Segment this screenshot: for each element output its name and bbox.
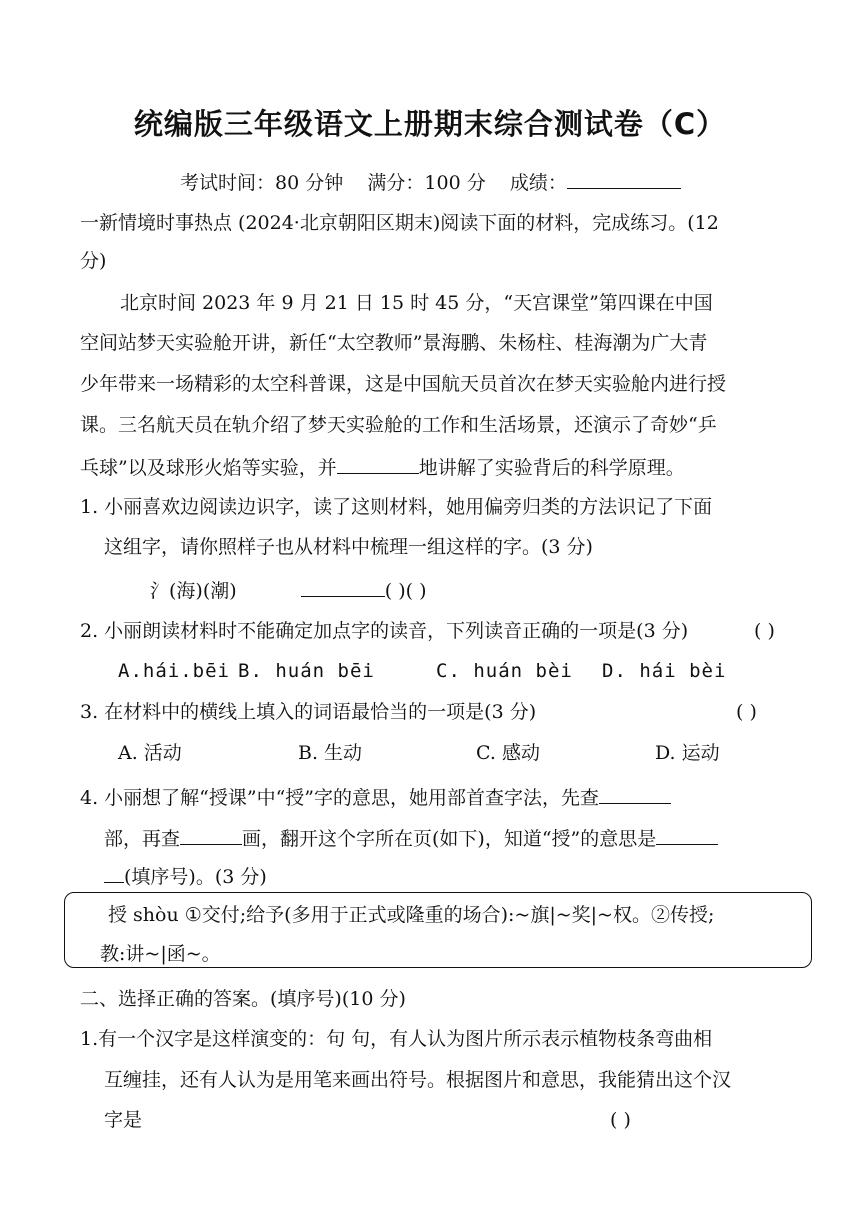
section2-q1-prompt-cont: 互缠挂，还有人认为是用笔来画出符号。根据图片和意思，我能猜出这个汉 (104, 1069, 732, 1091)
q4-meaning-blank-cont[interactable] (104, 862, 124, 883)
q4-prompt (80, 783, 671, 811)
exam-info (180, 168, 681, 196)
score-blank[interactable] (567, 168, 681, 189)
q4-stroke-blank[interactable] (180, 824, 242, 845)
section1-heading-cont: 分) (80, 250, 107, 272)
q4-radical-blank[interactable] (599, 783, 671, 804)
q4-meaning-blank[interactable] (656, 824, 718, 845)
q1-example: 氵(海)(潮) (150, 580, 237, 602)
q1-radical-blank[interactable] (301, 576, 385, 597)
q3-prompt: 3. 在材料中的横线上填入的词语最恰当的一项是(3 分) (80, 701, 537, 723)
passage-line: 北京时间 2023 年 9 月 21 日 15 时 45 分，“天宫课堂”第四课在中国 (120, 292, 713, 314)
q4-text: 4. 小丽想了解“授课”中“授”字的意思，她用部首查字法，先查 (80, 787, 600, 809)
q3-paren[interactable]: ( ) (736, 701, 757, 723)
q4-text: 部，再查 (104, 828, 181, 850)
passage-text: 乓球”以及球形火焰等实验，并 (80, 457, 337, 479)
q1-paren[interactable]: ( ) (405, 580, 427, 602)
q4-text: 画，翻开这个字所在页(如下)，知道“授”的意思是 (242, 828, 657, 850)
q3-option-b[interactable]: B. 生动 (298, 742, 363, 764)
q4-prompt-end (104, 862, 267, 890)
score-label: 成绩： (509, 172, 567, 194)
q4-text: (填序号)。(3 分) (124, 866, 267, 888)
passage-line: 空间站梦天实验舱开讲，新任“太空教师”景海鹏、朱杨柱、桂海潮为广大青 (80, 332, 708, 354)
q1-answer-row (150, 576, 427, 604)
q2-prompt: 2. 小丽朗读材料时不能确定加点字的读音，下列读音正确的一项是(3 分) (80, 620, 689, 642)
section1-heading: 一新情境时事热点 (2024·北京朝阳区期末)阅读下面的材料，完成练习。(12 (80, 212, 719, 234)
q2-option-c[interactable]: C. huán bèi (436, 660, 573, 682)
q2-paren[interactable]: ( ) (754, 620, 775, 642)
passage-line: 少年带来一场精彩的太空科普课，这是中国航天员首次在梦天实验舱内进行授 (80, 373, 727, 395)
q3-option-a[interactable]: A. 活动 (118, 742, 182, 764)
q3-option-c[interactable]: C. 感动 (476, 742, 540, 764)
q3-option-d[interactable]: D. 运动 (655, 742, 720, 764)
q4-prompt-cont (104, 824, 718, 852)
section2-q1-paren[interactable]: ( ) (610, 1109, 631, 1131)
section2-heading: 二、选择正确的答案。(填序号)(10 分) (80, 988, 406, 1010)
passage-line-last (80, 453, 685, 481)
q2-option-d[interactable]: D. hái bèi (602, 660, 727, 682)
full-score: 满分：100 分 (367, 172, 486, 194)
dictionary-entry-line: 授 shòu ①交付;给予(多用于正式或隆重的场合):~旗|~奖|~权。②传授; (108, 904, 715, 926)
q2-option-a[interactable]: A.hái.bēi (118, 660, 230, 682)
q1-paren[interactable]: ( ) (384, 580, 406, 602)
page-title: 统编版三年级语文上册期末综合测试卷（C） (133, 107, 727, 141)
dictionary-entry-line: 教:讲~|函~。 (100, 943, 221, 965)
passage-blank[interactable] (337, 453, 419, 474)
section2-q1-prompt: 1.有一个汉字是这样演变的：句 句，有人认为图片所示表示植物枝条弯曲相 (80, 1028, 713, 1050)
q2-option-b[interactable]: B. huán bēi (238, 660, 375, 682)
section2-q1-prompt-end: 字是 (104, 1109, 143, 1131)
passage-line: 课。三名航天员在轨介绍了梦天实验舱的工作和生活场景，还演示了奇妙“乒 (80, 414, 717, 436)
passage-text: 地讲解了实验背后的科学原理。 (418, 457, 685, 479)
q1-prompt: 1. 小丽喜欢边阅读边识字，读了这则材料，她用偏旁归类的方法识记了下面 (80, 496, 713, 518)
exam-time: 考试时间：80 分钟 (180, 172, 344, 194)
q1-prompt-cont: 这组字，请你照样子也从材料中梳理一组这样的字。(3 分) (104, 536, 593, 558)
